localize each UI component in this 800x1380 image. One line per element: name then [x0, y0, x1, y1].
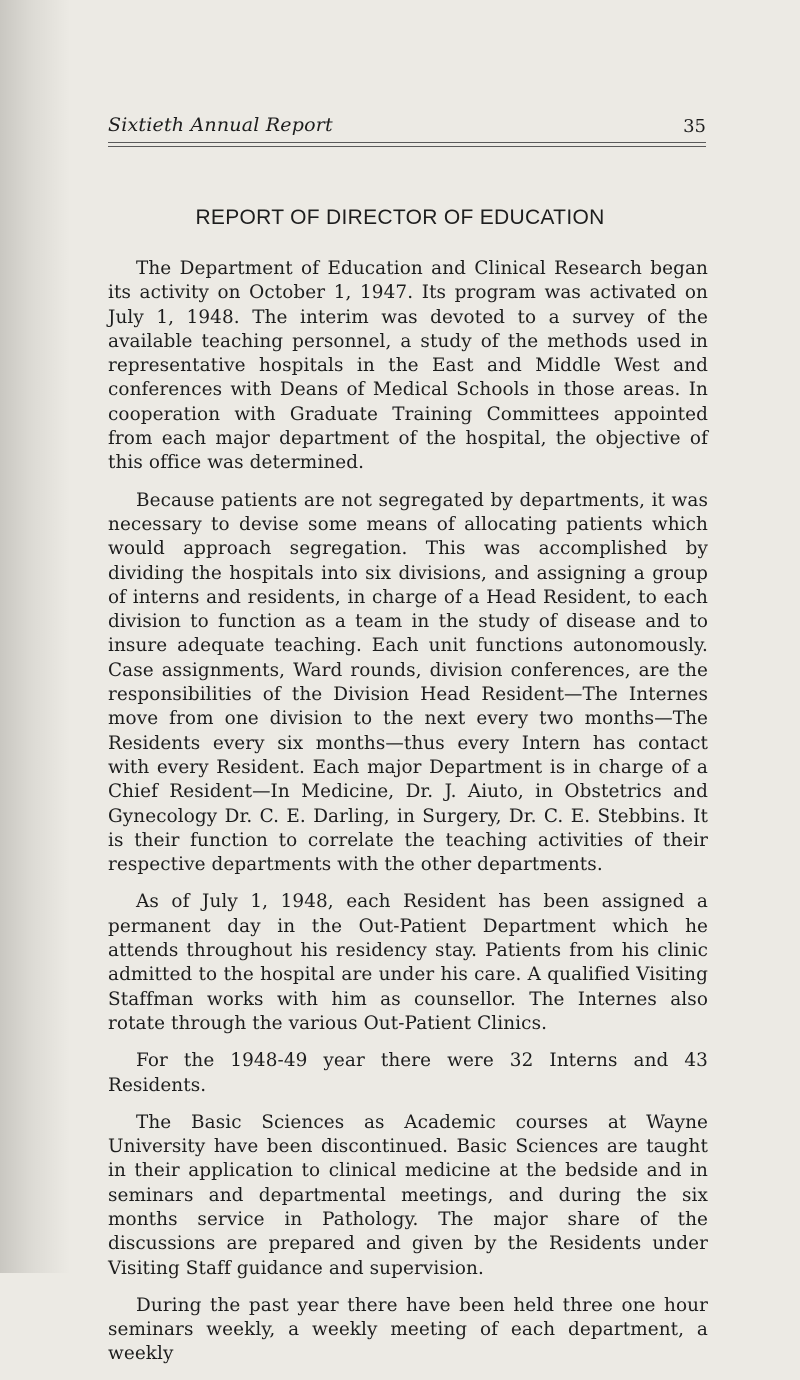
paragraph-staff-counts: For the 1948-49 year there were 32 Interns and 43 Residents. — [108, 1050, 708, 1096]
page-number: 35 — [683, 116, 706, 137]
paragraph-basic-sciences: The Basic Sciences as Academic courses at Wayne University have been discontinued. Basic Sciences are taught in their application to clinical medicine at the bedside and in seminars and departmental meetings, and during the six months service in Pathology. The major share of the discussions are prepared and given by the Residents under Visiting Staff guidance and supervision. — [108, 1111, 708, 1279]
header-rule-bottom — [108, 146, 706, 147]
report-body — [108, 257, 708, 1380]
header-rule-top — [108, 142, 706, 143]
paragraph-out-patient: As of July 1, 1948, each Resident has been assigned a permanent day in the Out-Patient Department which he attends throughout his residency stay. Patients from his clinic admitted to the hospital are under his care. A qualified Visiting Staffman works with him as counsellor. The Internes also rotate through the various Out-Patient Clinics. — [108, 891, 708, 1034]
running-header — [108, 112, 706, 142]
page-edge-shadow — [0, 0, 70, 1273]
paragraph-seminars: During the past year there have been held three one hour seminars weekly, a weekly meeting of each department, a weekly — [108, 1294, 708, 1365]
running-title: Sixtieth Annual Report — [108, 114, 333, 136]
section-heading: REPORT OF DIRECTOR OF EDUCATION — [195, 206, 605, 229]
paragraph-department-history: The Department of Education and Clinical Research began its activity on October 1, 1947. Its program was activated on July 1, 1948. The interim was devoted to a survey of the available teaching personnel, a study of the methods used in representative hospitals in the East and Middle West and conferences with Deans of Medical Schools in those areas. In cooperation with Graduate Training Committees appointed from each major department of the hospital, the objective of this office was determined. — [108, 258, 708, 474]
paragraph-division-system: Because patients are not segregated by departments, it was necessary to devise some means of allocating patients which would approach segregation. This was accomplished by dividing the hospitals into six divisions, and assigning a group of interns and residents, in charge of a Head Resident, to each division to function as a team in the study of disease and to insure adequate teaching. Each unit functions autonomously. Case assignments, Ward rounds, division conferences, are the responsibilities of the Division Head Resident—The Internes move from one division to the next every two months—The Residents every six months—thus every Intern has contact with every Resident. Each major Department is in charge of a Chief Resident—In Medicine, Dr. J. Aiuto, in Obstetrics and Gynecology Dr. C. E. Darling, in Surgery, Dr. C. E. Stebbins. It is their function to correlate the teaching activities of their respective departments with the other departments. — [108, 489, 708, 876]
